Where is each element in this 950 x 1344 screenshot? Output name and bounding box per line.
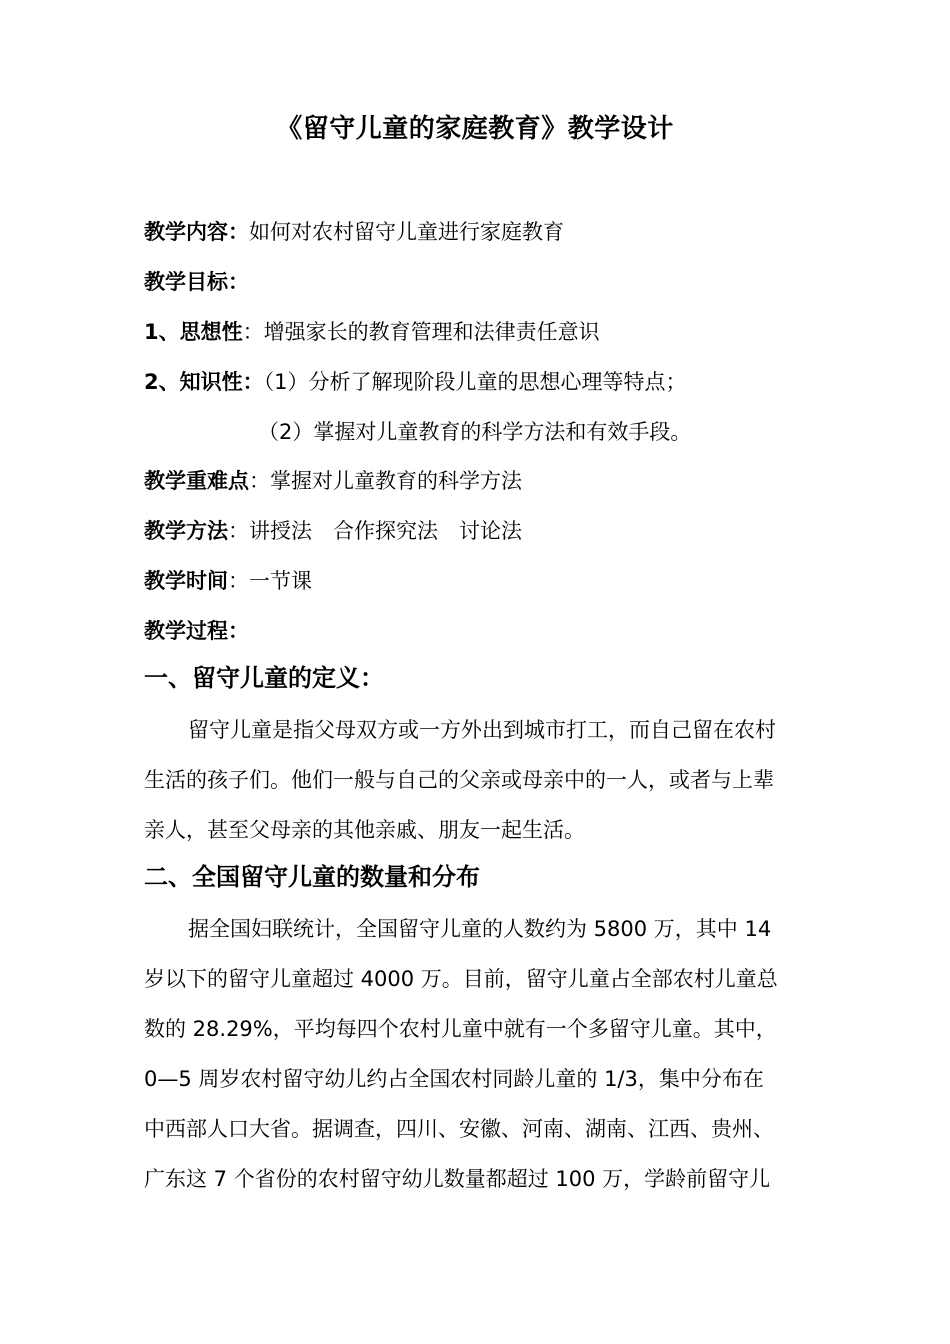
section-2-line: 岁以下的留守儿童超过 4000 万。目前，留守儿童占全部农村儿童总 [144,967,778,991]
field-label: 教学时间 [144,569,228,593]
field-label: 教学方法 [144,519,228,543]
field-value: ：讲授法 合作探究法 讨论法 [228,519,522,543]
field-value: ：掌握对儿童教育的科学方法 [249,469,522,493]
field-label: 教学过程： [144,619,249,643]
section-2-line: 数的 28.29%，平均每四个农村儿童中就有一个多留守儿童。其中， [144,1017,777,1041]
field-value: ：一节课 [228,569,312,593]
section-1-line: 留守儿童是指父母双方或一方外出到城市打工，而自己留在农村 [188,718,776,742]
field-label: 教学目标： [144,270,249,294]
section-2-heading: 二、全国留守儿童的数量和分布 [144,863,480,891]
field-goal-2b [258,417,691,447]
field-value: （1）分析了解现阶段儿童的思想心理等特点； [263,370,687,394]
section-1-heading: 一、留守儿童的定义： [144,664,384,692]
field-process [144,616,249,646]
section-1-line: 生活的孩子们。他们一般与自己的父亲或母亲中的一人，或者与上辈 [144,768,774,792]
section-2-line: 据全国妇联统计，全国留守儿童的人数约为 5800 万，其中 14 [188,917,772,941]
field-method [144,516,522,546]
field-value: 如何对农村留守儿童进行家庭教育 [249,220,564,244]
section-2-line: 广东这 7 个省份的农村留守幼儿数量都超过 100 万，学龄前留守儿 [144,1167,771,1191]
field-goal [144,267,249,297]
field-label: 教学重难点 [144,469,249,493]
document-title: 《留守儿童的家庭教育》教学设计 [276,114,674,144]
field-goal-1 [144,317,600,347]
field-content [144,217,564,247]
field-value: ：增强家长的教育管理和法律责任意识 [242,320,600,344]
field-goal-2 [144,367,686,397]
section-2-line: 中西部人口大省。据调查，四川、安徽、河南、湖南、江西、贵州、 [144,1117,774,1141]
field-difficulty [144,466,522,496]
field-label: 1、思想性 [144,320,243,344]
section-2-line: 0—5 周岁农村留守幼儿约占全国农村同龄儿童的 1/3，集中分布在 [144,1067,764,1091]
field-label: 教学内容： [144,220,249,244]
field-label: 2、知识性： [144,370,264,394]
section-1-line: 亲人，甚至父母亲的其他亲戚、朋友一起生活。 [144,818,585,842]
field-time [144,566,312,596]
field-value: （2）掌握对儿童教育的科学方法和有效手段。 [258,420,692,444]
